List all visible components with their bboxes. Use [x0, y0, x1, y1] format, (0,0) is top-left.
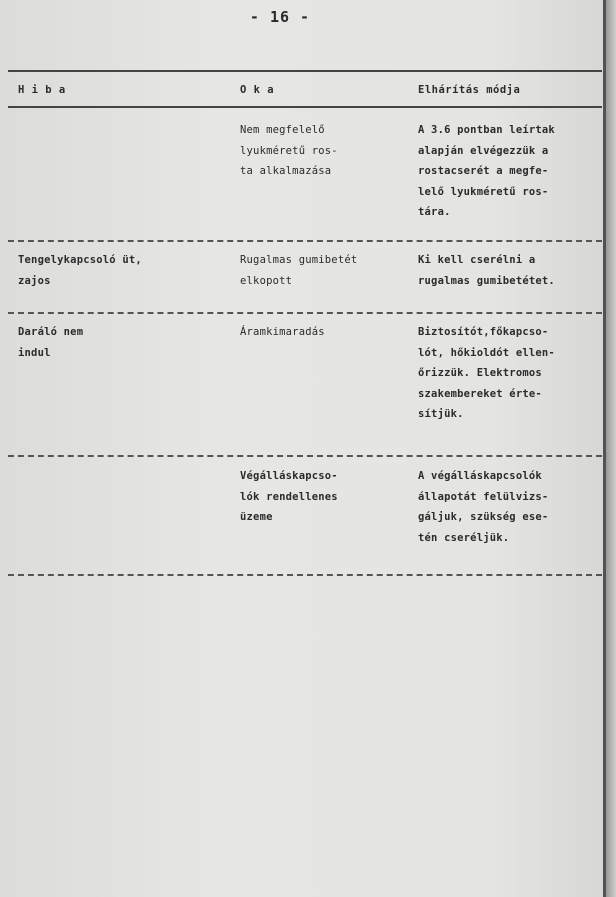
row-1-oka: Nem megfelelő lyukméretű ros- ta alkalmazása — [240, 124, 338, 177]
page-edge-shadow — [606, 0, 616, 897]
row-2-oka: Rugalmas gumibetét elkopott — [240, 254, 358, 287]
header-bottom-rule — [8, 106, 602, 108]
header-hiba: H i b a — [18, 84, 66, 96]
row-2-hiba: Tengelykapcsoló üt, zajos — [18, 254, 142, 287]
row-3-elharitas: Biztosítót,főkapcso- lót, hőkioldót ellen- őrizzük. Elektromos szakembereket érte- sítjük. — [418, 326, 555, 420]
row-1-elharitas: A 3.6 pontban leírtak alapján elvégezzük a rostacserét a megfe- lelő lyukméretű ros- tára. — [418, 124, 555, 218]
table-header — [0, 80, 600, 100]
row-3-oka: Áramkimaradás — [240, 326, 325, 338]
row-3-hiba: Daráló nem indul — [18, 326, 84, 359]
page-number: - 16 - — [249, 8, 311, 26]
row-4-elharitas: A végálláskapcsolók állapotát felülvizs- gáljuk, szükség ese- tén cseréljük. — [418, 470, 549, 544]
header-elharitas: Elhárítás módja — [418, 84, 521, 96]
row-divider — [8, 312, 602, 314]
row-4-oka: Végálláskapcso- lók rendellenes üzeme — [240, 470, 338, 523]
header-oka: O k a — [240, 84, 275, 96]
row-divider — [8, 240, 602, 242]
row-2-elharitas: Ki kell cserélni a rugalmas gumibetétet. — [418, 254, 555, 287]
row-divider — [8, 455, 602, 457]
table-bottom-rule — [8, 574, 602, 576]
header-top-rule — [8, 70, 602, 72]
